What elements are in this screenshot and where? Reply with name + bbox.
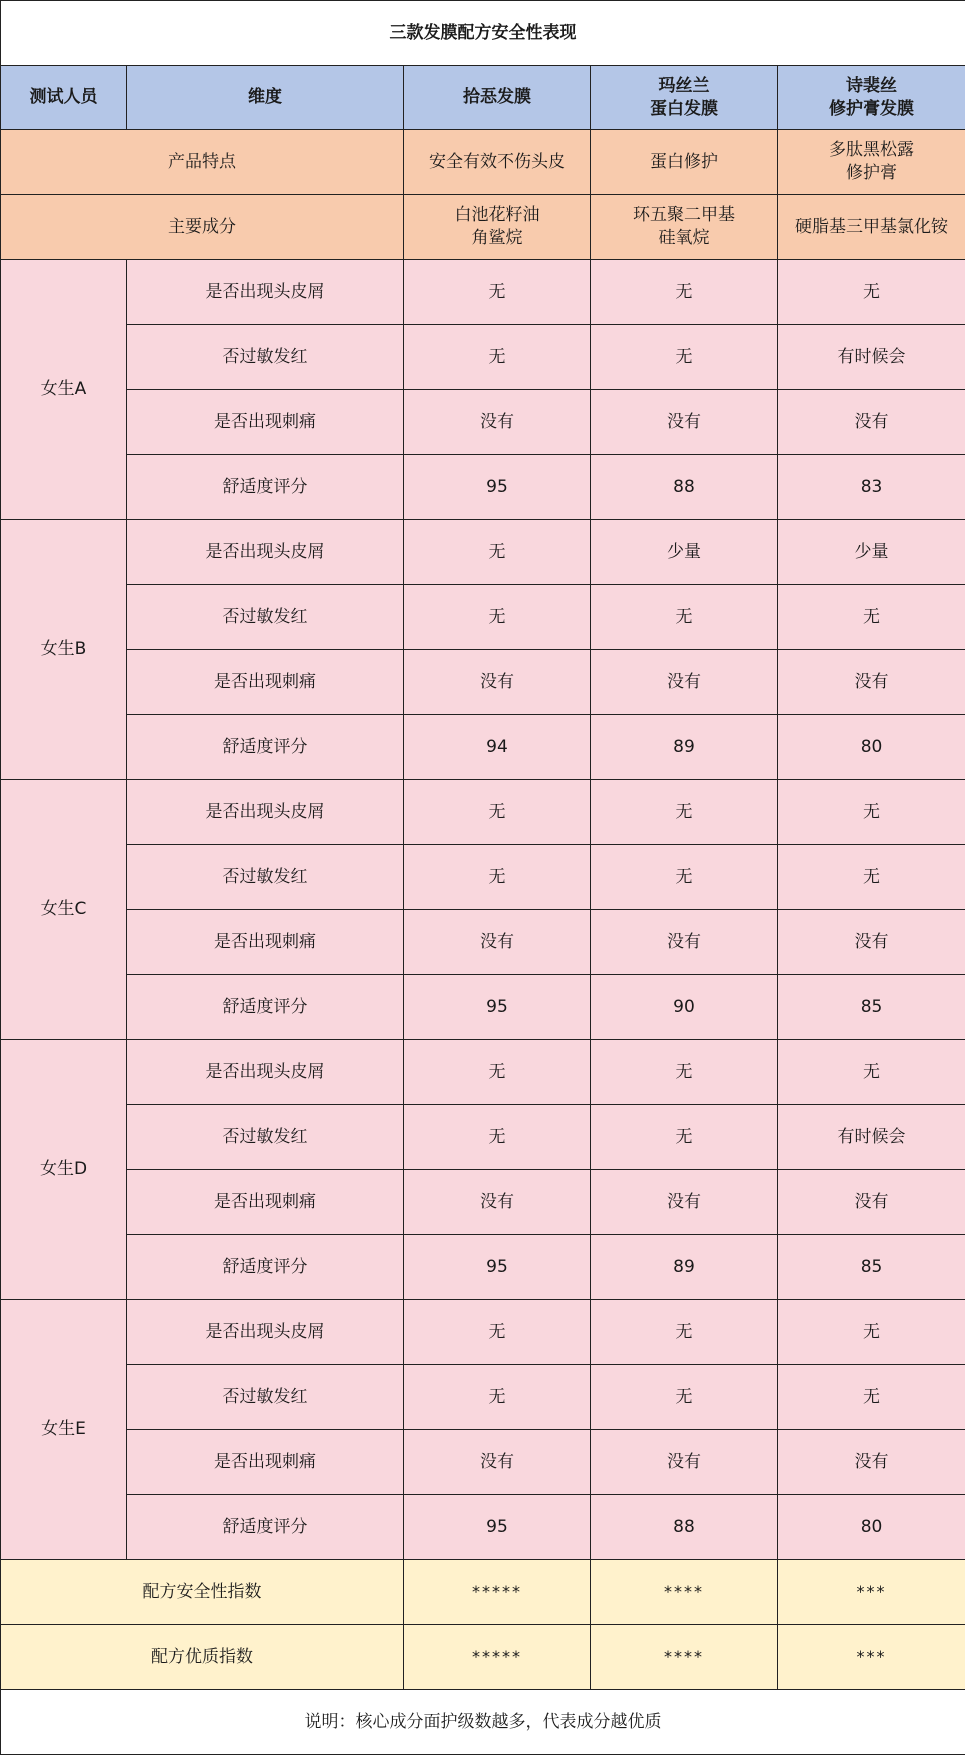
table-row	[1, 1105, 965, 1170]
star-rating: *****	[404, 1560, 591, 1625]
value-cell: 没有	[778, 650, 965, 715]
value-cell: 无	[591, 845, 778, 910]
dimension-cell: 是否出现刺痛	[127, 1430, 404, 1495]
value-cell: 有时候会	[778, 325, 965, 390]
table-row	[1, 910, 965, 975]
features-value-1	[404, 130, 591, 195]
dimension-cell: 舒适度评分	[127, 715, 404, 780]
value-cell: 94	[404, 715, 591, 780]
table-row	[1, 1430, 965, 1495]
index-label: 配方优质指数	[1, 1625, 404, 1690]
value-cell: 无	[591, 1105, 778, 1170]
value-cell: 无	[778, 780, 965, 845]
tester-name: 女生E	[1, 1300, 127, 1560]
value-cell: 没有	[404, 1170, 591, 1235]
header-product-1-line: 拾忢发膜	[463, 87, 531, 108]
value-cell: 无	[404, 780, 591, 845]
value-cell: 没有	[778, 1170, 965, 1235]
value-cell: 无	[591, 1365, 778, 1430]
value-cell: 无	[778, 845, 965, 910]
dimension-cell: 舒适度评分	[127, 1495, 404, 1560]
dimension-cell: 舒适度评分	[127, 975, 404, 1040]
table-row	[1, 845, 965, 910]
value-cell: 少量	[778, 520, 965, 585]
star-rating: ****	[591, 1560, 778, 1625]
value-cell: 无	[778, 1040, 965, 1105]
tester-name: 女生C	[1, 780, 127, 1040]
value-cell: 无	[591, 1300, 778, 1365]
value-cell: 无	[404, 845, 591, 910]
star-rating: ****	[591, 1625, 778, 1690]
features-value-3	[778, 130, 965, 195]
index-section	[1, 1560, 965, 1690]
value-cell: 85	[778, 1235, 965, 1300]
table-row	[1, 325, 965, 390]
value-cell: 没有	[591, 390, 778, 455]
table-row	[1, 1040, 965, 1105]
value-cell: 无	[404, 1040, 591, 1105]
header-product-2-line-2: 蛋白发膜	[650, 98, 718, 119]
table-row	[1, 975, 965, 1040]
dimension-cell: 否过敏发红	[127, 585, 404, 650]
dimension-cell: 否过敏发红	[127, 1105, 404, 1170]
ingredients-value-2-line-2: 硅氧烷	[658, 228, 710, 248]
value-cell: 没有	[404, 390, 591, 455]
table-row	[1, 520, 965, 585]
header-dimension: 维度	[127, 66, 404, 130]
dimension-cell: 是否出现头皮屑	[127, 520, 404, 585]
value-cell: 没有	[404, 910, 591, 975]
star-rating: ***	[778, 1560, 965, 1625]
table-row	[1, 260, 965, 325]
value-cell: 无	[778, 1365, 965, 1430]
dimension-cell: 是否出现头皮屑	[127, 780, 404, 845]
value-cell: 88	[591, 1495, 778, 1560]
value-cell: 没有	[591, 1430, 778, 1495]
value-cell: 无	[591, 1040, 778, 1105]
value-cell: 88	[591, 455, 778, 520]
star-rating: *****	[404, 1625, 591, 1690]
value-cell: 有时候会	[778, 1105, 965, 1170]
tester-section	[1, 260, 965, 1560]
ingredients-value-3-line: 硬脂基三甲基氯化铵	[795, 216, 949, 237]
table-row	[1, 585, 965, 650]
tester-name: 女生D	[1, 1040, 127, 1300]
dimension-cell: 是否出现头皮屑	[127, 260, 404, 325]
header-product-3-line-1: 诗裴丝	[846, 75, 898, 96]
ingredients-value-2-line-1: 环五聚二甲基	[633, 205, 735, 226]
table-row	[1, 1300, 965, 1365]
dimension-cell: 舒适度评分	[127, 1235, 404, 1300]
header-product-2	[591, 66, 778, 130]
value-cell: 89	[591, 715, 778, 780]
value-cell: 无	[591, 585, 778, 650]
header-product-3	[778, 66, 965, 130]
ingredients-value-3	[778, 195, 965, 260]
value-cell: 没有	[591, 910, 778, 975]
value-cell: 没有	[778, 910, 965, 975]
value-cell: 无	[404, 260, 591, 325]
ingredients-value-2	[591, 195, 778, 260]
table-row	[1, 650, 965, 715]
value-cell: 无	[591, 780, 778, 845]
value-cell: 83	[778, 455, 965, 520]
features-value-2	[591, 130, 778, 195]
value-cell: 无	[591, 325, 778, 390]
value-cell: 无	[591, 260, 778, 325]
value-cell: 无	[404, 1365, 591, 1430]
index-label: 配方安全性指数	[1, 1560, 404, 1625]
index-row	[1, 1625, 965, 1690]
value-cell: 无	[778, 585, 965, 650]
value-cell: 无	[778, 260, 965, 325]
value-cell: 80	[778, 1495, 965, 1560]
table-row	[1, 715, 965, 780]
dimension-cell: 是否出现头皮屑	[127, 1040, 404, 1105]
ingredients-value-1-line-1: 白池花籽油	[454, 205, 540, 226]
tester-name: 女生B	[1, 520, 127, 780]
dimension-cell: 舒适度评分	[127, 455, 404, 520]
dimension-cell: 是否出现刺痛	[127, 1170, 404, 1235]
ingredients-value-1-line-2: 角鲨烷	[471, 228, 523, 248]
value-cell: 无	[404, 1105, 591, 1170]
value-cell: 少量	[591, 520, 778, 585]
features-row	[1, 130, 965, 195]
value-cell: 95	[404, 1495, 591, 1560]
ingredients-label: 主要成分	[1, 195, 404, 260]
value-cell: 无	[404, 1300, 591, 1365]
features-label: 产品特点	[1, 130, 404, 195]
value-cell: 没有	[404, 1430, 591, 1495]
table-row	[1, 780, 965, 845]
value-cell: 无	[404, 520, 591, 585]
dimension-cell: 否过敏发红	[127, 1365, 404, 1430]
features-value-3-line-2: 修护膏	[846, 163, 898, 183]
value-cell: 95	[404, 1235, 591, 1300]
table-row	[1, 390, 965, 455]
header-row	[1, 66, 965, 130]
dimension-cell: 是否出现头皮屑	[127, 1300, 404, 1365]
value-cell: 90	[591, 975, 778, 1040]
note-text: 说明：核心成分面护级数越多，代表成分越优质	[1, 1690, 965, 1755]
value-cell: 无	[778, 1300, 965, 1365]
value-cell: 没有	[404, 650, 591, 715]
ingredients-value-1	[404, 195, 591, 260]
table-row	[1, 1235, 965, 1300]
dimension-cell: 是否出现刺痛	[127, 650, 404, 715]
value-cell: 89	[591, 1235, 778, 1300]
value-cell: 没有	[591, 1170, 778, 1235]
table-title: 三款发膜配方安全性表现	[1, 1, 965, 66]
table-row	[1, 455, 965, 520]
features-value-2-line: 蛋白修护	[650, 151, 718, 172]
features-value-3-line-1: 多肽黑松露	[829, 140, 915, 161]
ingredients-row	[1, 195, 965, 260]
value-cell: 80	[778, 715, 965, 780]
dimension-cell: 否过敏发红	[127, 845, 404, 910]
value-cell: 无	[404, 585, 591, 650]
header-product-1	[404, 66, 591, 130]
dimension-cell: 是否出现刺痛	[127, 910, 404, 975]
value-cell: 没有	[778, 1430, 965, 1495]
value-cell: 没有	[591, 650, 778, 715]
value-cell: 无	[404, 325, 591, 390]
value-cell: 没有	[778, 390, 965, 455]
table-row	[1, 1170, 965, 1235]
dimension-cell: 是否出现刺痛	[127, 390, 404, 455]
tester-name: 女生A	[1, 260, 127, 520]
header-product-2-line-1: 玛丝兰	[658, 75, 710, 96]
value-cell: 95	[404, 975, 591, 1040]
value-cell: 95	[404, 455, 591, 520]
header-tester: 测试人员	[1, 66, 127, 130]
header-product-3-line-2: 修护膏发膜	[829, 98, 915, 119]
star-rating: ***	[778, 1625, 965, 1690]
value-cell: 85	[778, 975, 965, 1040]
dimension-cell: 否过敏发红	[127, 325, 404, 390]
index-row	[1, 1560, 965, 1625]
table-row	[1, 1495, 965, 1560]
features-value-1-line: 安全有效不伤头皮	[429, 151, 565, 172]
table-row	[1, 1365, 965, 1430]
